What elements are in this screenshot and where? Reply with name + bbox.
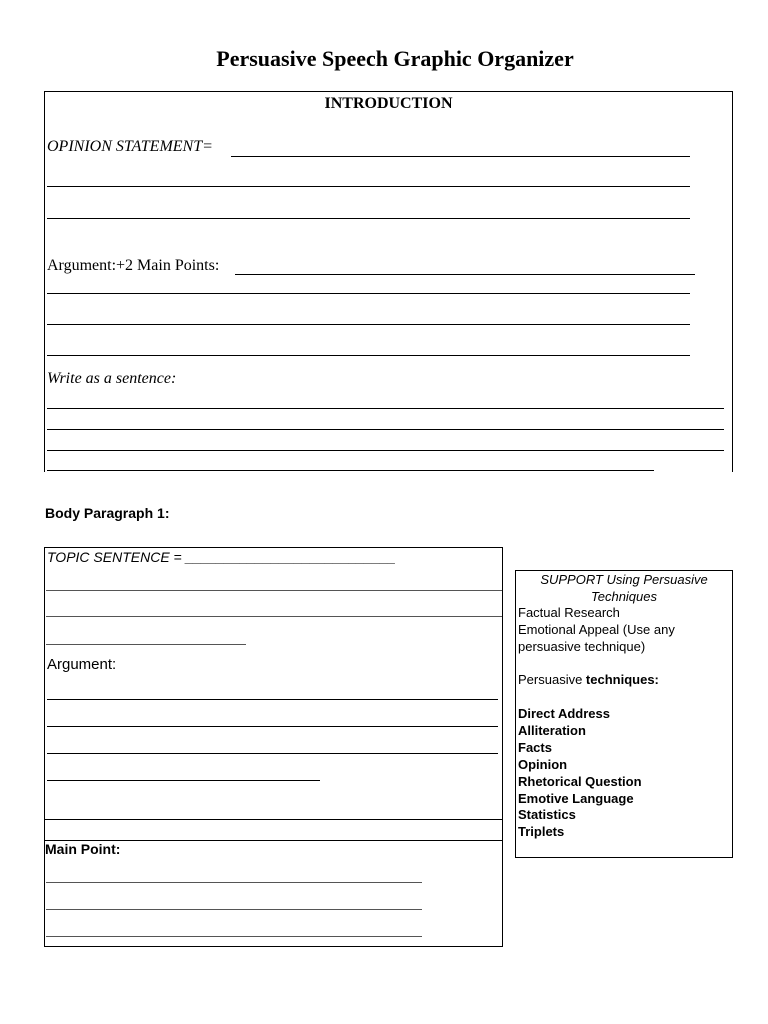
- section-divider-1: [45, 819, 502, 820]
- argument-main-points-label: Argument:+2 Main Points:: [47, 257, 220, 274]
- sentence-line-2[interactable]: [47, 429, 724, 430]
- main-point-line-3[interactable]: [46, 936, 422, 937]
- argument-line-a[interactable]: [47, 699, 498, 700]
- technique-item: Facts: [518, 740, 552, 755]
- opinion-line-3[interactable]: [47, 218, 690, 219]
- sentence-line-1[interactable]: [47, 408, 724, 409]
- page-title: Persuasive Speech Graphic Organizer: [216, 46, 574, 71]
- topic-line-3[interactable]: [46, 644, 246, 645]
- technique-item: Alliteration: [518, 723, 586, 738]
- sentence-line-4[interactable]: [47, 470, 654, 471]
- topic-line-1[interactable]: [46, 590, 502, 591]
- main-point-label: Main Point:: [45, 841, 121, 857]
- support-techniques-box: [515, 570, 733, 858]
- introduction-heading: INTRODUCTION: [324, 95, 453, 112]
- technique-item: Rhetorical Question: [518, 774, 642, 789]
- opinion-line-2[interactable]: [47, 186, 690, 187]
- technique-item: Triplets: [518, 824, 565, 839]
- argument-line-2[interactable]: [47, 293, 690, 294]
- argument-label: Argument:: [47, 656, 117, 673]
- technique-item: Opinion: [518, 757, 568, 772]
- techniques-bold: techniques:: [585, 672, 659, 687]
- argument-line-3[interactable]: [47, 324, 690, 325]
- introduction-box: [44, 91, 733, 472]
- opinion-statement-line[interactable]: [231, 156, 690, 157]
- technique-item: Statistics: [518, 807, 576, 822]
- topic-line-2[interactable]: [46, 616, 502, 617]
- main-point-line-1[interactable]: [46, 882, 422, 883]
- support-title-line2: Techniques: [590, 589, 657, 604]
- write-as-sentence-label: Write as a sentence:: [47, 370, 177, 387]
- topic-sentence-label: TOPIC SENTENCE = ___________________________: [47, 549, 396, 565]
- argument-line-d[interactable]: [47, 780, 320, 781]
- support-item: persuasive technique): [518, 639, 646, 654]
- argument-main-points-line[interactable]: [235, 274, 695, 275]
- body-paragraph-box: [44, 547, 503, 947]
- technique-item: Emotive Language: [518, 791, 634, 806]
- body-paragraph-heading: Body Paragraph 1:: [45, 505, 170, 521]
- argument-line-c[interactable]: [47, 753, 498, 754]
- sentence-line-3[interactable]: [47, 450, 724, 451]
- support-item: Emotional Appeal (Use any: [518, 622, 675, 637]
- main-point-line-2[interactable]: [46, 909, 422, 910]
- opinion-statement-label: OPINION STATEMENT=: [47, 138, 213, 155]
- techniques-heading: [518, 672, 659, 687]
- technique-item: Direct Address: [518, 706, 610, 721]
- support-title-line1: SUPPORT Using Persuasive: [540, 572, 708, 587]
- techniques-prefix: Persuasive: [518, 672, 586, 687]
- support-item: Factual Research: [518, 605, 620, 620]
- argument-line-4[interactable]: [47, 355, 690, 356]
- argument-line-b[interactable]: [47, 726, 498, 727]
